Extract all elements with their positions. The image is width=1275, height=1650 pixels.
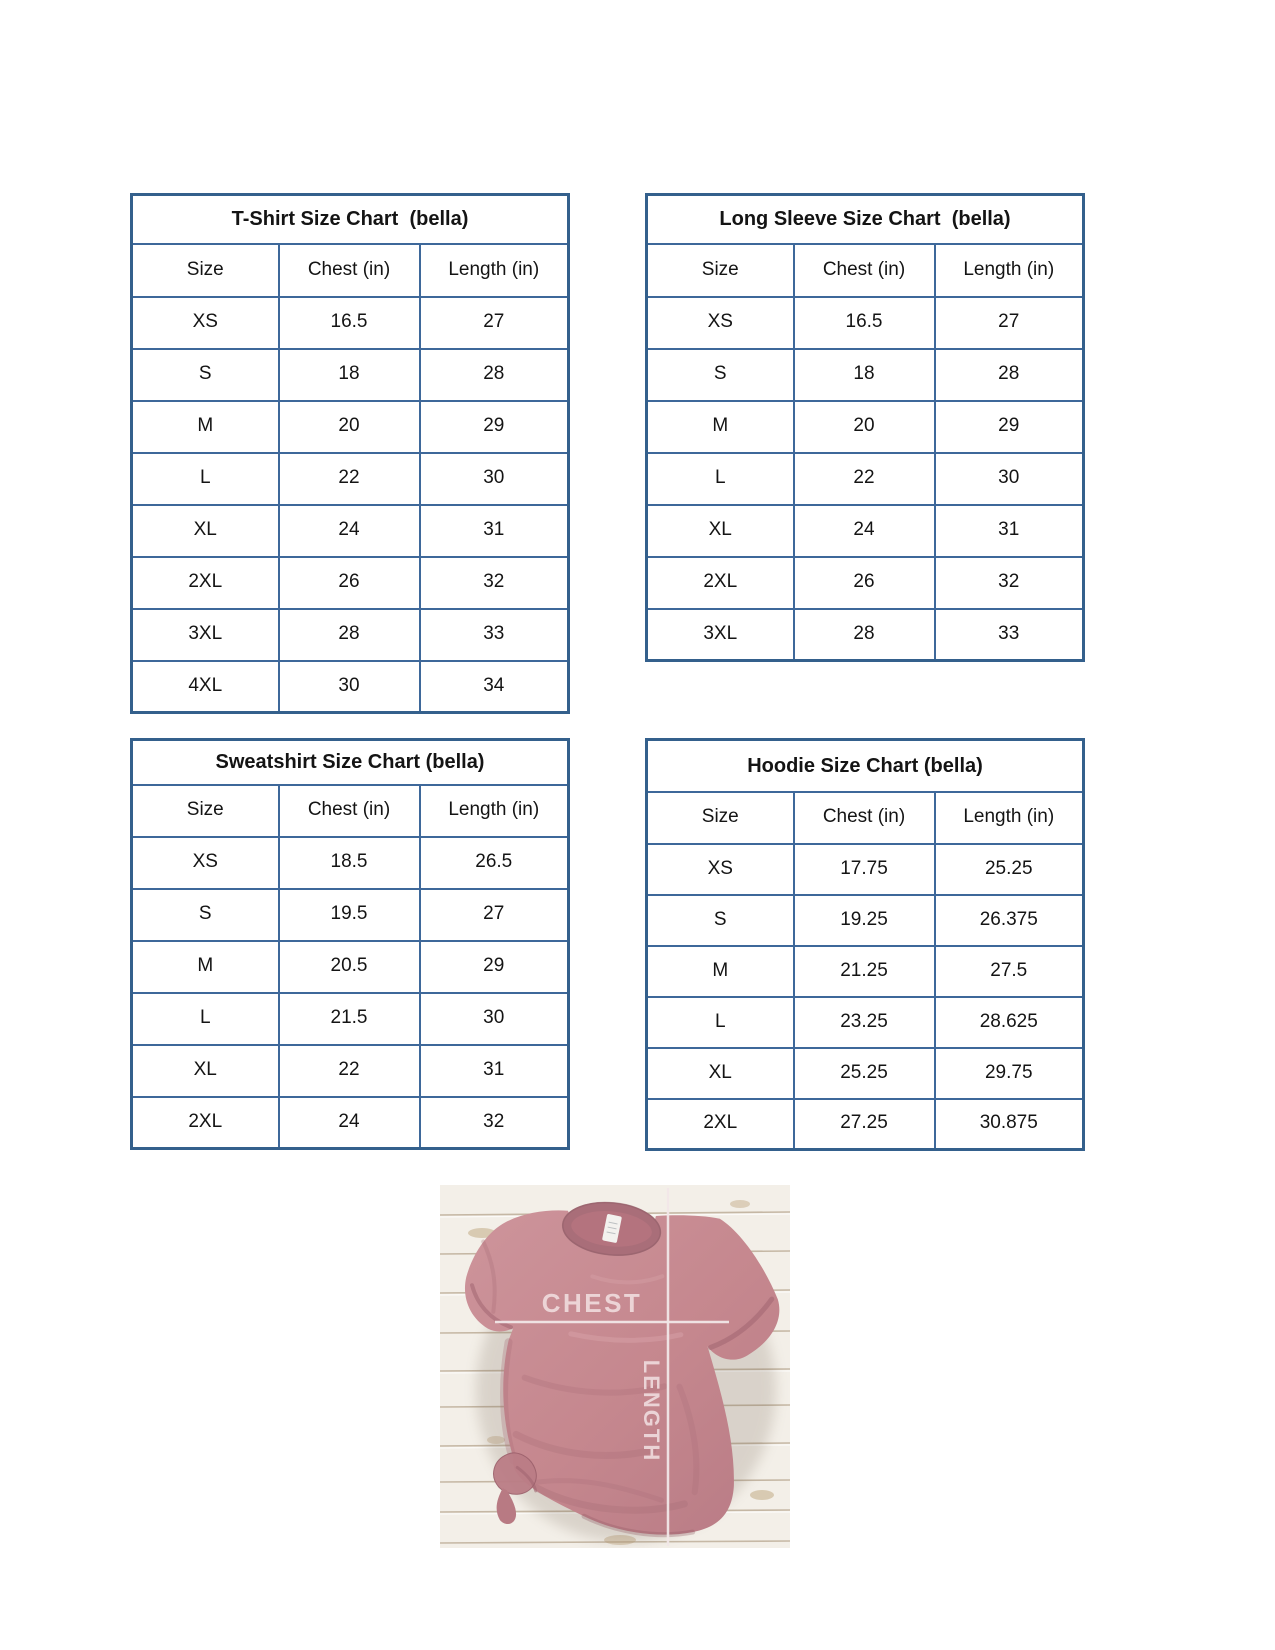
- cell: 21.25: [794, 946, 935, 997]
- cell: 4XL: [132, 661, 279, 713]
- table-row: [132, 661, 569, 713]
- cell: M: [132, 401, 279, 453]
- cell: 26.375: [935, 895, 1084, 946]
- column-header: Length (in): [420, 244, 569, 297]
- cell: 17.75: [794, 844, 935, 895]
- cell: S: [647, 895, 794, 946]
- table-title-row: [647, 195, 1084, 244]
- cell: L: [132, 993, 279, 1045]
- cell: 29.75: [935, 1048, 1084, 1099]
- cell: 22: [794, 453, 935, 505]
- cell: 30.875: [935, 1099, 1084, 1150]
- table-title: Sweatshirt Size Chart (bella): [132, 740, 569, 785]
- hoodie-chart: [645, 738, 1085, 1151]
- cell: 25.25: [794, 1048, 935, 1099]
- table-row: [132, 941, 569, 993]
- cell: XS: [647, 297, 794, 349]
- table-row: [647, 895, 1084, 946]
- column-header: Length (in): [420, 785, 569, 837]
- cell: 30: [279, 661, 420, 713]
- cell: 27: [420, 297, 569, 349]
- table-title-row: [132, 740, 569, 785]
- shirt-measurement-photo: [440, 1185, 790, 1548]
- cell: 16.5: [279, 297, 420, 349]
- cell: 29: [420, 941, 569, 993]
- cell: 27.5: [935, 946, 1084, 997]
- cell: S: [132, 349, 279, 401]
- table-row: [132, 609, 569, 661]
- table-row: [647, 1048, 1084, 1099]
- cell: 33: [935, 609, 1084, 661]
- column-header: Chest (in): [279, 244, 420, 297]
- table-row: [132, 1045, 569, 1097]
- cell: 29: [420, 401, 569, 453]
- table-header-row: [647, 244, 1084, 297]
- sweatshirt-chart: [130, 738, 570, 1150]
- cell: 30: [935, 453, 1084, 505]
- length-label: LENGTH: [639, 1359, 664, 1463]
- cell: 30: [420, 453, 569, 505]
- table-row: [647, 349, 1084, 401]
- cell: 16.5: [794, 297, 935, 349]
- table-row: [132, 557, 569, 609]
- cell: 20: [794, 401, 935, 453]
- table-header-row: [132, 785, 569, 837]
- cell: 18: [794, 349, 935, 401]
- table-row: [132, 889, 569, 941]
- table-row: [132, 349, 569, 401]
- cell: XL: [132, 505, 279, 557]
- table-row: [647, 946, 1084, 997]
- cell: 3XL: [132, 609, 279, 661]
- cell: 2XL: [647, 1099, 794, 1150]
- cell: 19.25: [794, 895, 935, 946]
- cell: L: [132, 453, 279, 505]
- cell: 32: [420, 1097, 569, 1149]
- column-header: Size: [647, 792, 794, 844]
- cell: 20: [279, 401, 420, 453]
- cell: 20.5: [279, 941, 420, 993]
- cell: 29: [935, 401, 1084, 453]
- cell: XS: [132, 837, 279, 889]
- cell: 19.5: [279, 889, 420, 941]
- cell: 26.5: [420, 837, 569, 889]
- cell: L: [647, 997, 794, 1048]
- table-title-row: [132, 195, 569, 244]
- cell: 28: [935, 349, 1084, 401]
- cell: XS: [132, 297, 279, 349]
- table-row: [647, 557, 1084, 609]
- cell: 18: [279, 349, 420, 401]
- cell: 2XL: [132, 1097, 279, 1149]
- cell: L: [647, 453, 794, 505]
- column-header: Size: [132, 785, 279, 837]
- cell: 27: [420, 889, 569, 941]
- column-header: Length (in): [935, 792, 1084, 844]
- tshirt-chart: [130, 193, 570, 714]
- cell: M: [132, 941, 279, 993]
- cell: S: [647, 349, 794, 401]
- cell: 24: [279, 1097, 420, 1149]
- cell: M: [647, 946, 794, 997]
- cell: 28.625: [935, 997, 1084, 1048]
- table-title-row: [647, 740, 1084, 792]
- table-row: [132, 297, 569, 349]
- cell: 22: [279, 453, 420, 505]
- cell: 34: [420, 661, 569, 713]
- column-header: Chest (in): [794, 792, 935, 844]
- chest-label: CHEST: [541, 1288, 643, 1318]
- cell: 33: [420, 609, 569, 661]
- table-row: [647, 453, 1084, 505]
- cell: 2XL: [132, 557, 279, 609]
- table-row: [647, 297, 1084, 349]
- column-header: Size: [132, 244, 279, 297]
- cell: 28: [794, 609, 935, 661]
- cell: XL: [647, 505, 794, 557]
- table-row: [647, 1099, 1084, 1150]
- table-header-row: [647, 792, 1084, 844]
- cell: 28: [420, 349, 569, 401]
- cell: 24: [279, 505, 420, 557]
- table-row: [647, 505, 1084, 557]
- table-title: T-Shirt Size Chart (bella): [132, 195, 569, 244]
- cell: 27.25: [794, 1099, 935, 1150]
- tshirt-size-chart-table: [130, 193, 567, 714]
- cell: XL: [647, 1048, 794, 1099]
- cell: 31: [935, 505, 1084, 557]
- table-row: [132, 993, 569, 1045]
- cell: 26: [279, 557, 420, 609]
- hoodie-size-chart-table: [645, 738, 1082, 1151]
- column-header: Chest (in): [279, 785, 420, 837]
- cell: 24: [794, 505, 935, 557]
- cell: S: [132, 889, 279, 941]
- cell: 26: [794, 557, 935, 609]
- table-row: [132, 401, 569, 453]
- cell: 18.5: [279, 837, 420, 889]
- cell: 3XL: [647, 609, 794, 661]
- cell: 31: [420, 1045, 569, 1097]
- longsleeve-chart: [645, 193, 1085, 662]
- cell: 30: [420, 993, 569, 1045]
- cell: 32: [420, 557, 569, 609]
- cell: 25.25: [935, 844, 1084, 895]
- cell: XL: [132, 1045, 279, 1097]
- table-row: [647, 997, 1084, 1048]
- column-header: Chest (in): [794, 244, 935, 297]
- longsleeve-size-chart-table: [645, 193, 1082, 662]
- table-row: [647, 401, 1084, 453]
- column-header: Length (in): [935, 244, 1084, 297]
- cell: 28: [279, 609, 420, 661]
- cell: 22: [279, 1045, 420, 1097]
- cell: M: [647, 401, 794, 453]
- table-row: [647, 609, 1084, 661]
- cell: 21.5: [279, 993, 420, 1045]
- table-row: [647, 844, 1084, 895]
- table-title: Hoodie Size Chart (bella): [647, 740, 1084, 792]
- table-row: [132, 505, 569, 557]
- cell: 27: [935, 297, 1084, 349]
- cell: 23.25: [794, 997, 935, 1048]
- table-title: Long Sleeve Size Chart (bella): [647, 195, 1084, 244]
- cell: 32: [935, 557, 1084, 609]
- table-row: [132, 1097, 569, 1149]
- table-row: [132, 453, 569, 505]
- cell: 2XL: [647, 557, 794, 609]
- column-header: Size: [647, 244, 794, 297]
- table-row: [132, 837, 569, 889]
- cell: 31: [420, 505, 569, 557]
- table-header-row: [132, 244, 569, 297]
- cell: XS: [647, 844, 794, 895]
- sweatshirt-size-chart-table: [130, 738, 567, 1150]
